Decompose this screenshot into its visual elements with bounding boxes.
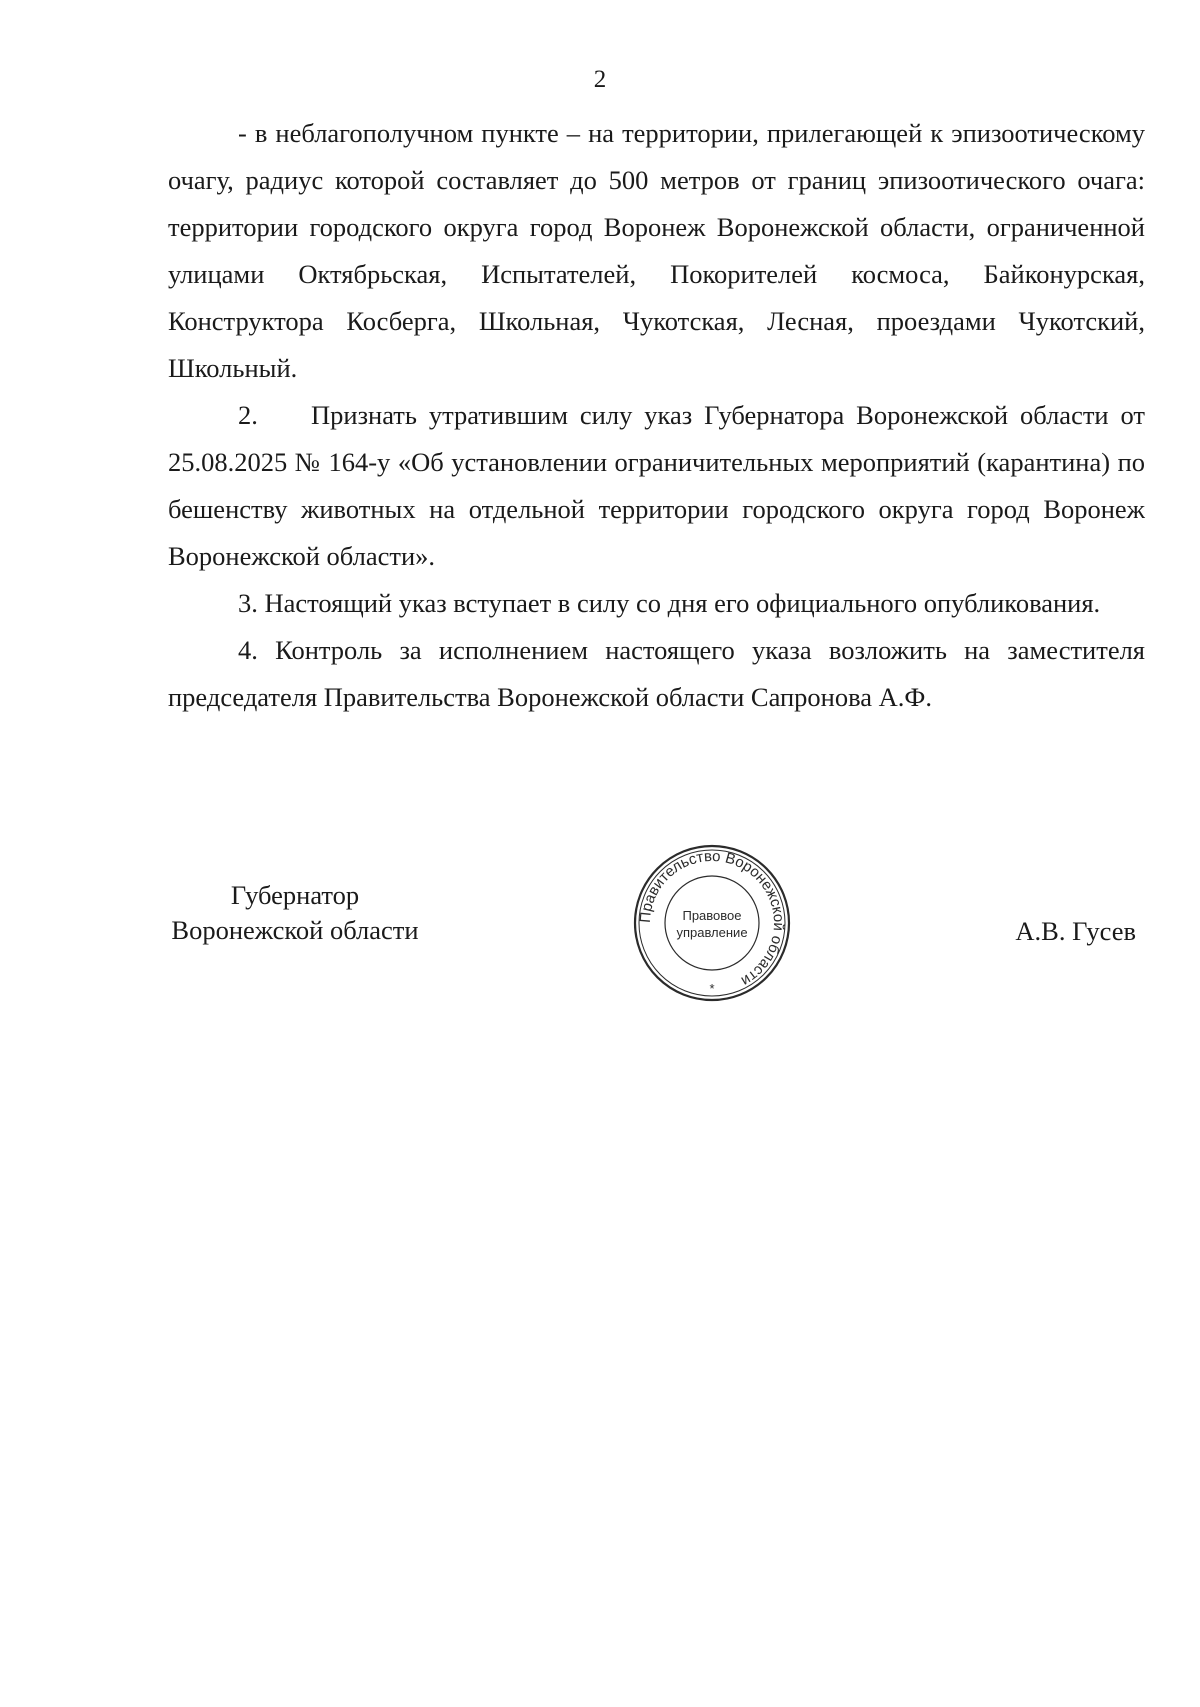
paragraph-4: 4. Контроль за исполнением настоящего указа возложить на заместителя председателя Правительства Воронежской области Сапронова А.Ф. xyxy=(168,635,1145,712)
stamp-inner-line-1: Правовое xyxy=(682,908,742,923)
signatory-title-line-1: Губернатор xyxy=(230,880,360,910)
stamp-outer-text: Правительство Воронежской области xyxy=(636,847,788,990)
stamp-inner-line-2: управление xyxy=(676,925,748,940)
stamp-star: * xyxy=(709,981,715,996)
paragraph-2-text: Признать утратившим силу указ Губернатора Воронежской области от 25.08.2025 № 164-у «Об установлении ограничительных мероприятий (карантина) по бешенству животных на отдельной территории городского округа город Воронеж Воронежской области». xyxy=(168,400,1145,571)
paragraph-2 xyxy=(168,392,1145,580)
paragraph-1: - в неблагополучном пункте – на территории, прилегающей к эпизоотическому очагу, радиус которой составляет до 500 метров от границ эпизоотического очага: территории городского округа город Воронеж Воронежской области, ограниченной улицами Октябрьская, Испытателей, Покорителей космоса, Байконурская, Конструктора Косберга, Школьная, Чукотская, Лесная, проездами Чукотский, Школьный. xyxy=(168,118,1145,383)
document-body xyxy=(168,110,1145,721)
signatory-title xyxy=(160,878,430,948)
official-stamp xyxy=(632,843,792,1003)
paragraph-2-number: 2. xyxy=(238,400,258,430)
signature-block xyxy=(0,878,1200,1018)
signatory-title-line-2: Воронежской области xyxy=(171,915,419,945)
paragraph-3: 3. Настоящий указ вступает в силу со дня его официального опубликования. xyxy=(238,588,1101,618)
page-number: 2 xyxy=(593,66,607,93)
signatory-name: А.В. Гусев xyxy=(1015,916,1136,946)
